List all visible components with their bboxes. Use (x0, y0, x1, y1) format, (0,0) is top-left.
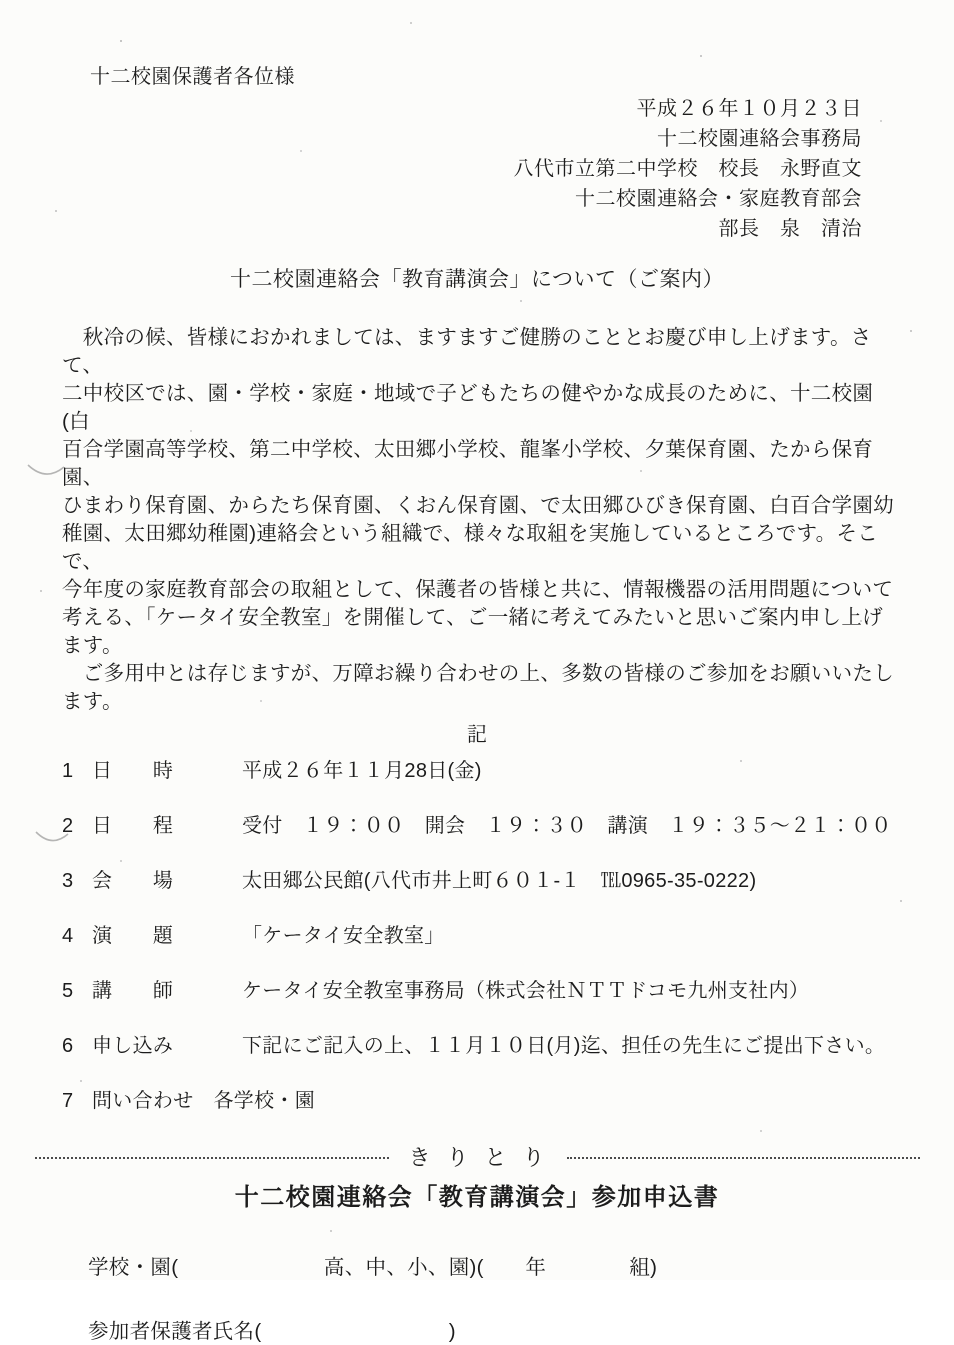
item-number: 5 (62, 980, 74, 1002)
form-school-field: 学校・園( 高、中、小、園)( 年 組) (88, 1256, 658, 1279)
body-line: 二中校区では、園・学校・家庭・地域で子どもたちの健やかな成長のために、十二校園(白 (62, 382, 874, 433)
item-value: 平成２６年１１月28日(金) (242, 760, 482, 782)
recipient-line: 十二校園保護者各位様 (90, 66, 295, 88)
item-number: 4 (62, 925, 74, 947)
body-line: ます。 (62, 690, 123, 713)
detail-item-topic (62, 923, 954, 949)
sender-office: 十二校園連絡会事務局 (657, 128, 862, 150)
body-line: 秋冷の候、皆様におかれましては、ますますご健勝のこととお慶び申し上げます。さて、 (62, 326, 872, 377)
scan-noise-specks (0, 0, 2, 2)
item-label: 日 時 (92, 760, 174, 782)
sender-block (0, 94, 954, 244)
body-line: 百合学園高等学校、第二中学校、太田郷小学校、龍峯小学校、夕葉保育園、たから保育園、 (62, 438, 874, 489)
body-line: ひまわり保育園、からたち保育園、くおん保育園、で太田郷ひびき保育園、白百合学園幼 (62, 494, 894, 517)
detail-list (0, 758, 954, 1114)
item-number: 6 (62, 1035, 74, 1057)
body-paragraphs (0, 324, 954, 716)
item-value: 各学校・園 (213, 1090, 315, 1112)
item-number: 2 (62, 815, 74, 837)
item-number: 7 (62, 1090, 74, 1112)
item-value: 太田郷公民館(八代市井上町６０１-１ ℡0965-35-0222) (242, 870, 757, 892)
body-line: 考える、「ケータイ安全教室」を開催して、ご一緒に考えてみたいと思いご案内申し上げ (62, 606, 883, 629)
ki-marker: 記 (467, 724, 487, 746)
sender-chief: 部長 泉 清治 (718, 218, 862, 240)
document-title: 十二校園連絡会「教育講演会」について（ご案内） (229, 268, 725, 291)
application-form-title: 十二校園連絡会「教育講演会」参加申込書 (234, 1184, 720, 1211)
detail-item-schedule (62, 813, 954, 839)
item-value: ケータイ安全教室事務局（株式会社ＮＴＴドコモ九州支社内） (242, 980, 810, 1002)
item-label: 講 師 (92, 980, 174, 1002)
item-label: 問い合わせ (92, 1090, 194, 1112)
body-line: ます。 (62, 634, 123, 657)
cut-line-label: きりとり (408, 1145, 561, 1170)
item-number: 3 (62, 870, 74, 892)
body-line: ご多用中とは存じますが、万障お繰り合わせの上、多数の皆様のご参加をお願いいたし (62, 662, 894, 685)
item-value: 「ケータイ安全教室」 (242, 925, 445, 947)
item-label: 申し込み (92, 1035, 174, 1057)
body-line: 今年度の家庭教育部会の取組として、保護者の皆様と共に、情報機器の活用問題について (62, 578, 894, 601)
detail-item-venue (62, 868, 954, 894)
detail-item-datetime (62, 758, 954, 784)
cut-line-dashes-left (35, 1157, 389, 1159)
sender-date: 平成２６年１０月２３日 (636, 98, 862, 120)
detail-item-lecturer (62, 978, 954, 1004)
item-number: 1 (62, 760, 74, 782)
cut-line (35, 1143, 920, 1173)
sender-division: 十二校園連絡会・家庭教育部会 (575, 188, 862, 210)
sender-principal: 八代市立第二中学校 校長 永野直文 (513, 158, 862, 180)
item-value: 下記にご記入の上、１１月１０日(月)迄、担任の先生にご提出下さい。 (242, 1035, 886, 1057)
item-label: 演 題 (92, 925, 174, 947)
form-guardian-name-field: 参加者保護者氏名( ) (88, 1320, 456, 1343)
body-line: 稚園、太田郷幼稚園)連絡会という組織で、様々な取組を実施しているところです。そこで、 (62, 522, 879, 573)
item-value: 受付 １９：００ 開会 １９：３０ 講演 １９：３５～２１：００ (242, 815, 892, 837)
cut-line-dashes-right (567, 1157, 921, 1159)
item-label: 日 程 (92, 815, 174, 837)
item-label: 会 場 (92, 870, 174, 892)
detail-item-application (62, 1033, 954, 1059)
detail-item-contact (62, 1088, 954, 1114)
